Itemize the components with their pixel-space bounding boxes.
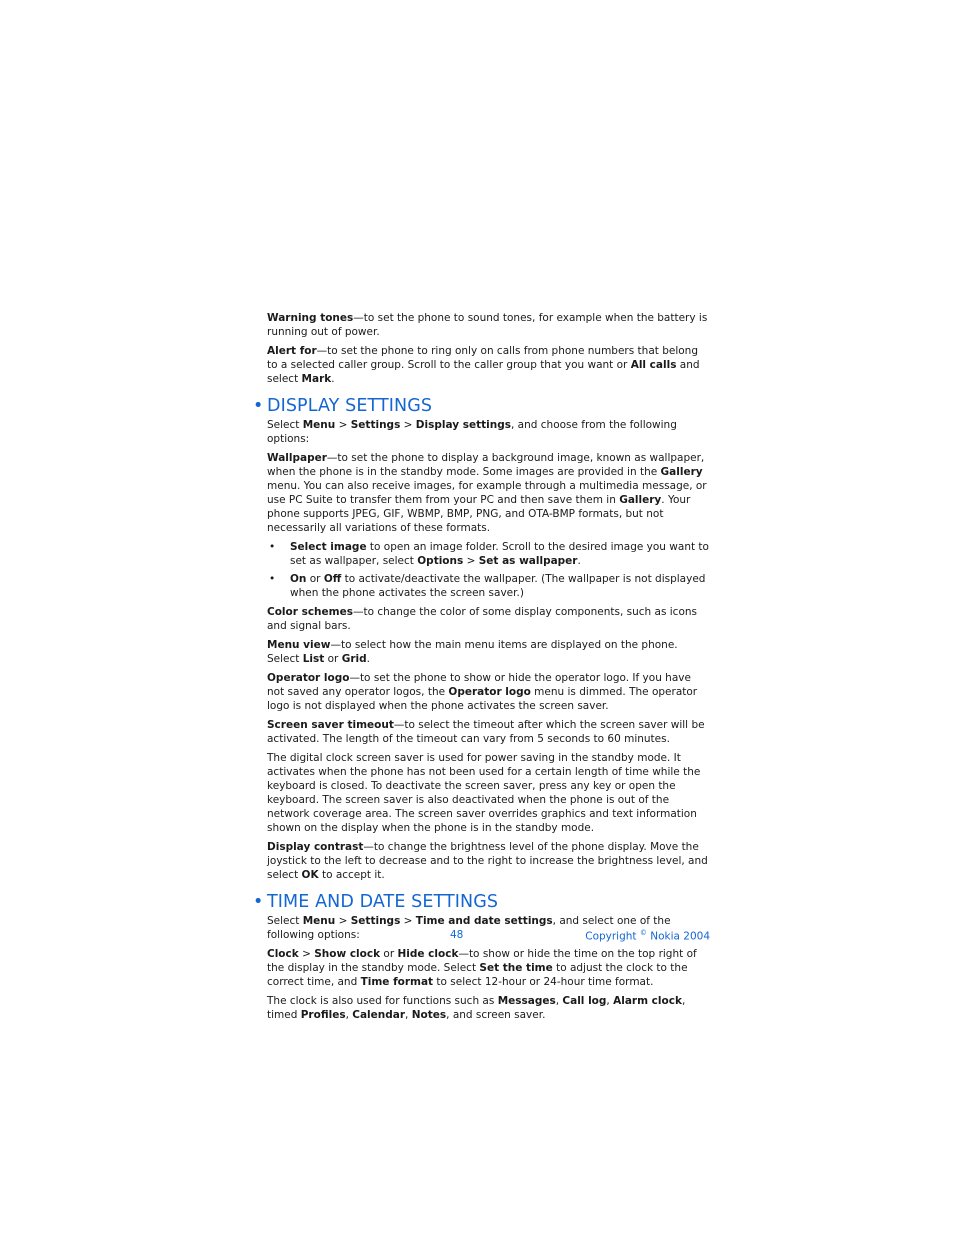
list-bullet: • bbox=[269, 573, 276, 585]
text-run: , bbox=[555, 995, 563, 1007]
bold-term: Off bbox=[323, 573, 342, 585]
bold-term: Profiles bbox=[300, 1009, 346, 1021]
text-run: —to change the color of some display components, such as icons and signal bars. bbox=[267, 606, 697, 632]
list-bullet: • bbox=[269, 541, 276, 553]
text-run: —to select the timeout after which the screen saver will be activated. The length of the timeout can vary from 5 seconds to 60 minutes. bbox=[267, 719, 705, 745]
text-run: menu. You can also receive images, for example through a multimedia message, or use PC Suite to transfer them from your PC and then save them in bbox=[267, 480, 707, 506]
bold-term: Gallery bbox=[660, 466, 703, 478]
text-run: —to set the phone to sound tones, for example when the battery is running out of power. bbox=[267, 312, 708, 338]
bold-term: Calendar bbox=[352, 1009, 406, 1021]
paragraph bbox=[267, 605, 710, 633]
bold-term: Operator logo bbox=[448, 686, 531, 698]
paragraph bbox=[267, 994, 710, 1022]
bullet-list bbox=[267, 540, 710, 600]
paragraph bbox=[267, 311, 710, 339]
bold-term: Call log bbox=[562, 995, 607, 1007]
text-run: . bbox=[366, 653, 370, 665]
bold-term: Alert for bbox=[267, 345, 317, 357]
bold-term: Display contrast bbox=[267, 841, 364, 853]
text-run: , bbox=[606, 995, 614, 1007]
bold-term: Alarm clock bbox=[613, 995, 682, 1007]
bold-term: Time and date settings bbox=[415, 915, 553, 927]
list-item bbox=[267, 540, 710, 568]
bold-term: Color schemes bbox=[267, 606, 353, 618]
bold-term: Mark bbox=[301, 373, 332, 385]
text-run: Select bbox=[267, 419, 303, 431]
bold-term: Settings bbox=[350, 419, 401, 431]
text-run: —to change the brightness level of the phone display. Move the joystick to the left to decrease and to the right to increase the brightness level, and select bbox=[267, 841, 708, 881]
text-run: , bbox=[345, 1009, 353, 1021]
text-run: > bbox=[298, 948, 315, 960]
text-run: —to set the phone to ring only on calls from phone numbers that belong to a selected caller group. Scroll to the caller group that you want or bbox=[267, 345, 698, 371]
heading-bullet: • bbox=[253, 892, 264, 912]
paragraph bbox=[267, 751, 710, 835]
text-run: menu is dimmed. The operator logo is not displayed when the phone activates the screen saver. bbox=[267, 686, 698, 712]
bold-term: Display settings bbox=[415, 419, 511, 431]
bold-term: Settings bbox=[350, 915, 401, 927]
paragraph bbox=[267, 718, 710, 746]
text-run: —to set the phone to display a background image, known as wallpaper, when the phone is in the standby mode. Some images are provided in the bbox=[267, 452, 705, 478]
bold-term: Set the time bbox=[479, 962, 553, 974]
paragraph bbox=[267, 638, 710, 666]
bold-term: Clock bbox=[267, 948, 299, 960]
paragraph bbox=[267, 671, 710, 713]
text-run: to open an image folder. Scroll to the desired image you want to set as wallpaper, select bbox=[290, 541, 709, 567]
text-run: or bbox=[306, 573, 324, 585]
text-run: and select bbox=[267, 359, 700, 385]
heading-text: TIME AND DATE SETTINGS bbox=[267, 892, 499, 912]
text-run: —to set the phone to show or hide the operator logo. If you have not saved any operator logos, the bbox=[267, 672, 691, 698]
bold-term: On bbox=[290, 573, 307, 585]
heading-bullet: • bbox=[253, 396, 264, 416]
bold-term: Show clock bbox=[314, 948, 381, 960]
text-run: , and select one of the following options: bbox=[267, 915, 671, 941]
text-run: to adjust the clock to the correct time, and bbox=[267, 962, 688, 988]
bold-term: Menu bbox=[302, 419, 336, 431]
section-heading bbox=[253, 892, 710, 912]
bold-term: Options bbox=[417, 555, 464, 567]
bold-term: Time format bbox=[360, 976, 434, 988]
bold-term: All calls bbox=[630, 359, 677, 371]
bold-term: Hide clock bbox=[397, 948, 459, 960]
bold-term: Grid bbox=[341, 653, 367, 665]
text-run: or bbox=[380, 948, 398, 960]
text-run: —to select how the main menu items are displayed on the phone. Select bbox=[267, 639, 678, 665]
bold-term: Operator logo bbox=[267, 672, 350, 684]
text-run: > bbox=[463, 555, 479, 567]
text-run: or bbox=[324, 653, 342, 665]
text-run: > bbox=[335, 915, 351, 927]
text-run: . bbox=[331, 373, 335, 385]
text-run: > bbox=[400, 915, 416, 927]
bold-term: OK bbox=[301, 869, 319, 881]
paragraph bbox=[267, 840, 710, 882]
copyright-suffix: Nokia 2004 bbox=[646, 930, 710, 943]
bold-term: Gallery bbox=[619, 494, 662, 506]
text-run: , and choose from the following options: bbox=[267, 419, 677, 445]
bold-term: Set as wallpaper bbox=[478, 555, 578, 567]
copyright-prefix: Copyright bbox=[585, 930, 640, 943]
heading-text: DISPLAY SETTINGS bbox=[267, 396, 433, 416]
bold-term: Notes bbox=[411, 1009, 447, 1021]
bold-term: Warning tones bbox=[267, 312, 354, 324]
text-run: , timed bbox=[267, 995, 686, 1021]
copyright-symbol: © bbox=[639, 929, 647, 937]
text-run: The digital clock screen saver is used for power saving in the standby mode. It activates when the phone has not been used for a certain length of time while the keyboard is closed. To deactivate the screen saver, press any key or open the keyboard. The screen saver is also deactivated when the phone is out of the network coverage area. The screen saver overrides graphics and text information shown on the display when the phone is in the standby mode. bbox=[267, 752, 701, 834]
text-run: Select bbox=[267, 915, 303, 927]
text-run: , and screen saver. bbox=[446, 1009, 546, 1021]
text-run: —to show or hide the time on the top right of the display in the standby mode. Select bbox=[267, 948, 697, 974]
paragraph bbox=[267, 344, 710, 386]
list-item bbox=[267, 572, 710, 600]
bold-term: Menu view bbox=[267, 639, 331, 651]
text-run: to activate/deactivate the wallpaper. (The wallpaper is not displayed when the phone activates the screen saver.) bbox=[290, 573, 706, 599]
text-run: to select 12-hour or 24-hour time format. bbox=[433, 976, 654, 988]
document-page bbox=[253, 311, 710, 1027]
section-intro bbox=[267, 418, 710, 446]
paragraph bbox=[267, 451, 710, 535]
bold-term: Messages bbox=[497, 995, 556, 1007]
text-run: , bbox=[405, 1009, 412, 1021]
text-run: to accept it. bbox=[318, 869, 385, 881]
text-run: . bbox=[577, 555, 581, 567]
copyright-notice bbox=[585, 929, 710, 943]
section-heading bbox=[253, 396, 710, 416]
page-number: 48 bbox=[450, 929, 464, 941]
bold-term: Wallpaper bbox=[267, 452, 327, 464]
text-run: . Your phone supports JPEG, GIF, WBMP, BMP, PNG, and OTA-BMP formats, but not necessarily all variations of these formats. bbox=[267, 494, 691, 534]
bold-term: Screen saver timeout bbox=[267, 719, 394, 731]
bold-term: Menu bbox=[302, 915, 336, 927]
bold-term: List bbox=[302, 653, 325, 665]
text-run: The clock is also used for functions such as bbox=[267, 995, 498, 1007]
text-run: > bbox=[335, 419, 351, 431]
text-run: > bbox=[400, 419, 416, 431]
paragraph bbox=[267, 947, 710, 989]
bold-term: Select image bbox=[290, 541, 367, 553]
